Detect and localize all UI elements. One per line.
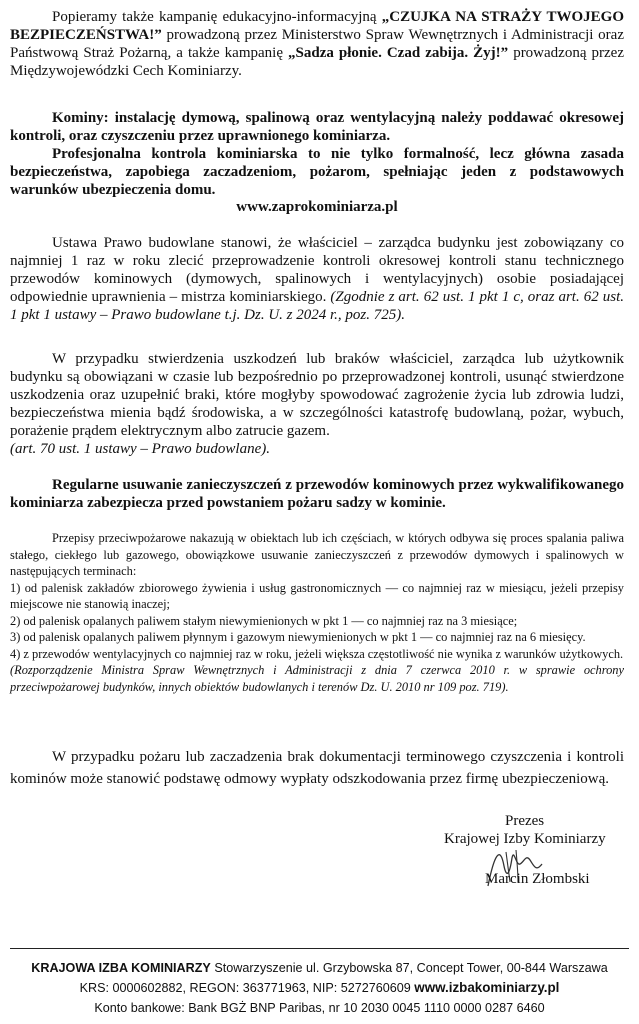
regular-cleaning-paragraph: Regularne usuwanie zanieczyszczeń z przewodów kominowych przez wykwalifikowanego kominiarza zabezpiecza przed powstaniem pożaru sadzy w kominie.: [10, 477, 624, 511]
campaign-name-czujka: „CZUJKA NA STRAŻY TWOJEGO BEZPIECZEŃSTWA!”: [10, 9, 624, 43]
regulation-block: [10, 530, 624, 695]
regulation-item: 2) od palenisk opalanych paliwem stałym niewymienionych w pkt 1 — co najmniej raz na 3 miesiące;: [10, 613, 518, 628]
regulation-item: 3) od palenisk opalanych paliwem płynnym i gazowym niewymienionych w pkt 1 — co najmniej raz na 6 miesięcy.: [10, 630, 586, 644]
professional-control-paragraph: Profesjonalna kontrola kominiarska to nie tylko formalność, lecz główna zasada bezpieczeństwa, zapobiega zaczadzeniom, pożarom, spełniając jeden z podstawowych warunków ubezpieczenia domu.: [10, 146, 624, 198]
damage-obligation-citation: (art. 70 ust. 1 ustawy – Prawo budowlane).: [10, 441, 271, 457]
building-law-citation: (Zgodnie z art. 62 ust. 1 pkt 1 c, oraz art. 62 ust. 1 pkt 1 ustawy – Prawo budowlane t.j. Dz. U. z 2024 r., poz. 725).: [10, 289, 624, 323]
damage-obligation-paragraph: W przypadku stwierdzenia uszkodzeń lub braków właściciel, zarządca lub użytkownik budynku są obowiązani w czasie lub bezpośrednio po przeprowadzonej kontroli, usunąć stwierdzone uszkodzenia oraz uzupełnić braki, które mogłyby spowodować zagrożenie życia lub zdrowia ludzi, bezpieczeństwa mienia bądź środowiska, a w szczególności katastrofę budowlaną, pożar, wybuch, porażenie prądem elektrycznym albo zatrucie gazem. (art. 70 ust. 1 ustawy – Prawo budowlane).: [10, 351, 624, 457]
footer-divider: [10, 948, 629, 949]
regulation-item: 1) od palenisk zakładów zbiorowego żywienia i usług gastronomicznych — co najmniej raz w miesiącu, jeżeli przepisy miejscowe nie stanowią inaczej;: [10, 580, 624, 611]
campaign-paragraph: [10, 8, 624, 80]
campaign-text-2: prowadzoną przez Ministerstwo Spraw Wewnętrznych i Administracji oraz Państwową Straż Pożarną, a także kampanię: [10, 27, 624, 61]
signature-name: Marcin Złombski: [485, 871, 590, 887]
signature-role: Prezes: [505, 813, 545, 829]
campaign-name-sadza: „Sadza płonie. Czad zabija. Żyj!”: [288, 45, 509, 61]
campaign-text-3: prowadzoną przez Międzywojewódzki Cech Kominiarzy.: [10, 45, 624, 79]
website-link-izbakominiarzy[interactable]: www.izbakominiarzy.pl: [414, 980, 560, 995]
website-link-zaprokominiarza[interactable]: www.zaprokominiarza.pl: [236, 199, 398, 215]
building-law-paragraph: Ustawa Prawo budowlane stanowi, że właściciel – zarządca budynku jest zobowiązany co najmniej 1 raz w roku zlecić przeprowadzenie kontroli okresowej kontroli stanu technicznego przewodów kominowych (dymowych, spalinowych i wentylacyjnych) osobie posiadającej odpowiednie uprawnienia – mistrza kominiarskiego. (Zgodnie z art. 62 ust. 1 pkt 1 c, oraz art. 62 ust. 1 pkt 1 ustawy – Prawo budowlane t.j. Dz. U. z 2024 r., poz. 725).: [10, 235, 624, 323]
regulation-citation: (Rozporządzenie Ministra Spraw Wewnętrznych i Administracji z dnia 7 czerwca 2010 r. w sprawie ochrony przeciwpożarowej budynków, innych obiektów budowlanych i terenów Dz. U. 2010 nr 109 poz. 719).: [10, 663, 624, 694]
insurance-paragraph: W przypadku pożaru lub zaczadzenia brak dokumentacji terminowego czyszczenia i kontroli kominów może stanowić podstawę odmowy wypłaty odszkodowania przez firmę ubezpieczeniową.: [10, 749, 624, 787]
footer-registry-line: KRS: 0000602882, REGON: 363771963, NIP: 5272760609 www.izbakominiarzy.pl: [79, 980, 560, 995]
campaign-text-1: Popieramy także kampanię edukacyjno-informacyjną: [52, 9, 382, 25]
signature-organization: Krajowej Izby Kominiarzy: [444, 831, 606, 847]
regulation-intro: Przepisy przeciwpożarowe nakazują w obiektach lub ich częściach, w których odbywa się proces spalania paliwa stałego, ciekłego lub gazowego, obowiązkowe usuwanie zanieczyszczeń z przewodów dymowych i spalinowych w następujących terminach:: [10, 531, 624, 578]
footer-bank-line: Konto bankowe: Bank BGŻ BNP Paribas, nr 10 2030 0045 1110 0000 0287 6460: [94, 1001, 545, 1015]
footer-organization-line: KRAJOWA IZBA KOMINIARZY Stowarzyszenie ul. Grzybowska 87, Concept Tower, 00-844 Warszawa: [31, 961, 608, 975]
chimney-control-heading: Kominy: instalację dymową, spalinową oraz wentylacyjną należy poddawać okresowej kontroli, oraz czyszczeniu przez uprawnionego kominiarza.: [10, 110, 624, 144]
regulation-item: 4) z przewodów wentylacyjnych co najmniej raz w roku, jeżeli większa częstotliwość nie wynika z warunków użytkowych.: [10, 646, 624, 661]
